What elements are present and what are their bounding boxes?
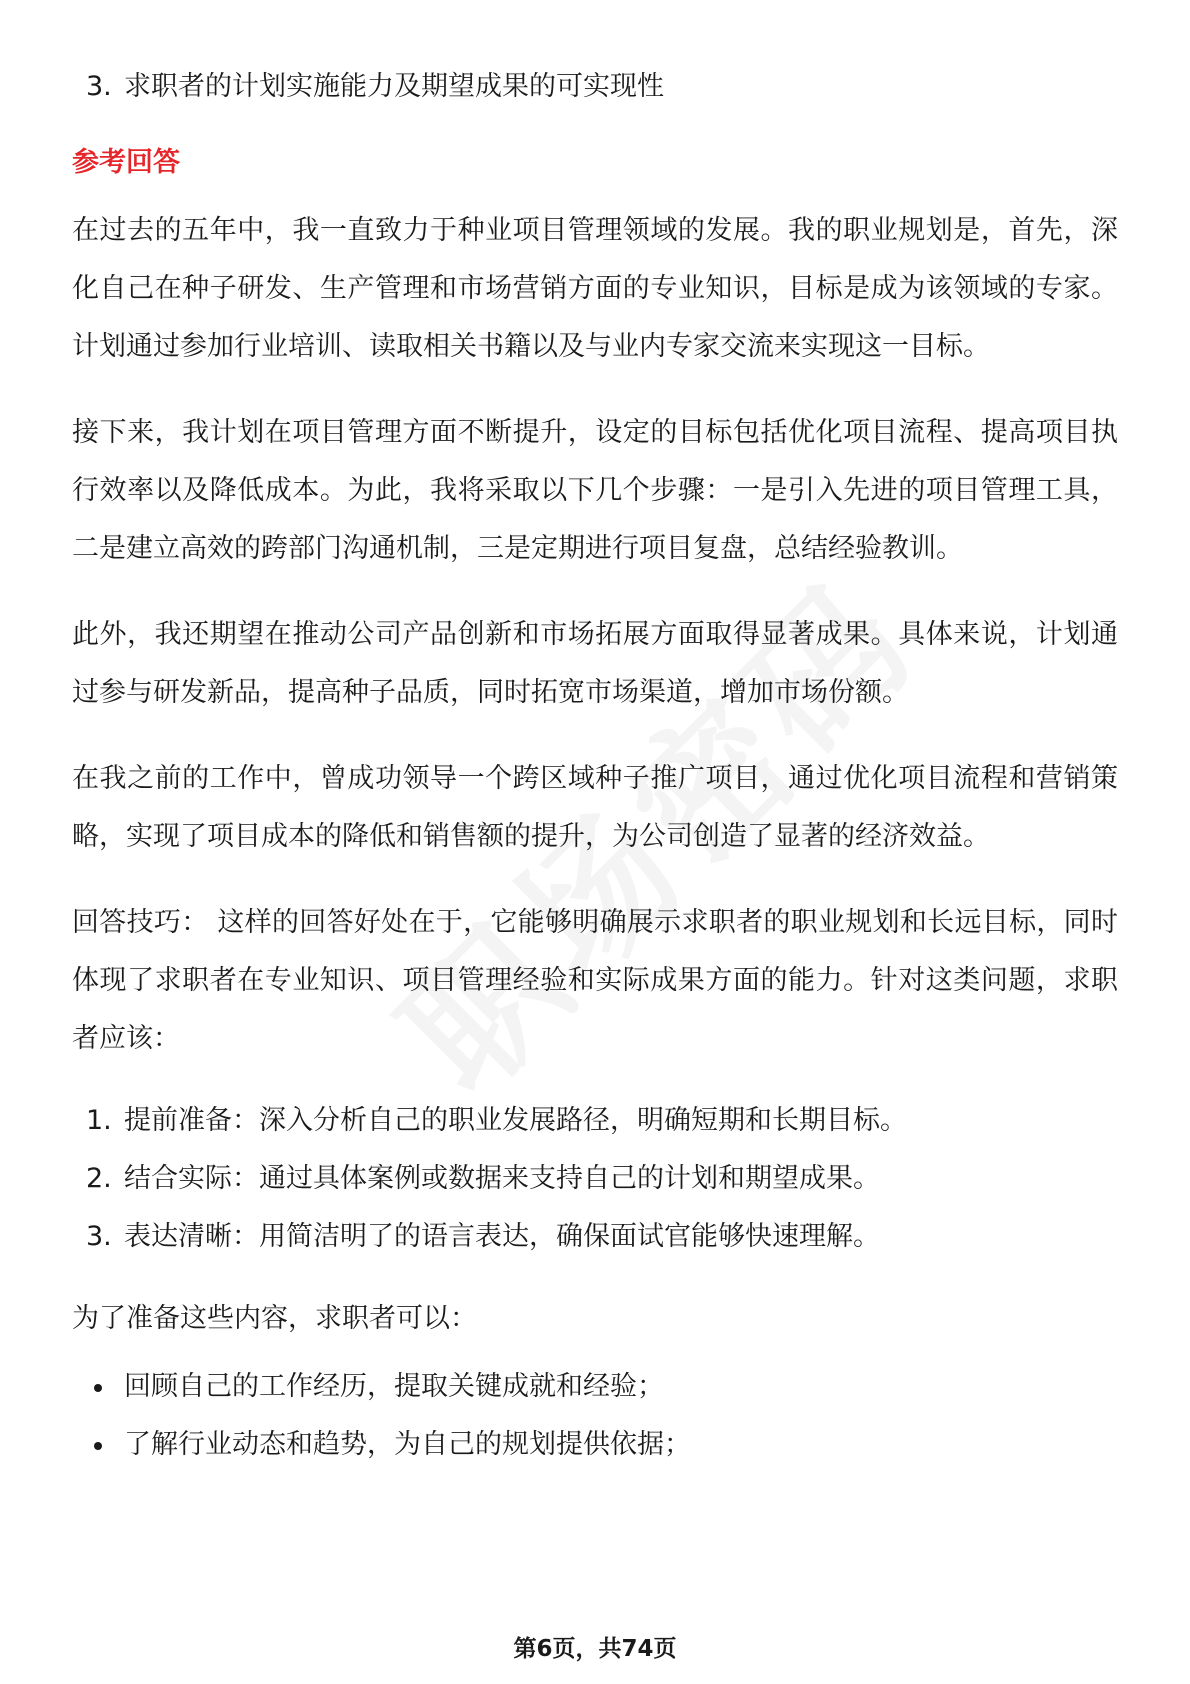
list-item-text: 表达清晰：用简洁明了的语言表达，确保面试官能够快速理解。 (124, 1221, 880, 1252)
list-item (72, 1092, 1118, 1150)
answer-paragraph-4: 在我之前的工作中，曾成功领导一个跨区域种子推广项目，通过优化项目流程和营销策略，实现了项目成本的降低和销售额的提升，为公司创造了显著的经济效益。 (72, 763, 1118, 852)
list-item (72, 58, 1118, 116)
bullet-icon (94, 1442, 102, 1450)
bullet-icon (94, 1384, 102, 1392)
list-item-number: 3. (86, 1221, 112, 1252)
reference-answer-heading: 参考回答 (72, 147, 180, 178)
list-item-number: 3. (86, 71, 112, 102)
list-item (72, 1150, 1118, 1208)
list-item-number: 2. (86, 1163, 112, 1194)
document-content (72, 58, 1118, 1474)
preparation-intro: 为了准备这些内容，求职者可以： (72, 1303, 477, 1334)
bullet-text: 了解行业动态和趋势，为自己的规划提供依据； (124, 1429, 691, 1460)
answer-tips-paragraph: 回答技巧： 这样的回答好处在于，它能够明确展示求职者的职业规划和长远目标，同时体现了求职者在专业知识、项目管理经验和实际成果方面的能力。针对这类问题，求职者应该： (72, 907, 1118, 1054)
bullet-item (72, 1416, 1118, 1474)
criteria-list (72, 58, 1118, 116)
page-number-footer: 第6页，共74页 (513, 1636, 677, 1662)
list-item-text: 结合实际：通过具体案例或数据来支持自己的计划和期望成果。 (124, 1163, 880, 1194)
list-item-text: 求职者的计划实施能力及期望成果的可实现性 (124, 71, 664, 102)
preparation-bullets (72, 1358, 1118, 1474)
tips-list (72, 1092, 1118, 1266)
list-item (72, 1208, 1118, 1266)
answer-paragraph-1: 在过去的五年中，我一直致力于种业项目管理领域的发展。我的职业规划是，首先，深化自己在种子研发、生产管理和市场营销方面的专业知识，目标是成为该领域的专家。计划通过参加行业培训、读取相关书籍以及与业内专家交流来实现这一目标。 (72, 215, 1118, 362)
answer-paragraph-3: 此外，我还期望在推动公司产品创新和市场拓展方面取得显著成果。具体来说，计划通过参与研发新品，提高种子品质，同时拓宽市场渠道，增加市场份额。 (72, 619, 1118, 708)
list-item-text: 提前准备：深入分析自己的职业发展路径，明确短期和长期目标。 (124, 1105, 907, 1136)
list-item-number: 1. (86, 1105, 112, 1136)
bullet-item (72, 1358, 1118, 1416)
bullet-text: 回顾自己的工作经历，提取关键成就和经验； (124, 1371, 664, 1402)
answer-paragraph-2: 接下来，我计划在项目管理方面不断提升，设定的目标包括优化项目流程、提高项目执行效率以及降低成本。为此，我将采取以下几个步骤：一是引入先进的项目管理工具，二是建立高效的跨部门沟通机制，三是定期进行项目复盘，总结经验教训。 (72, 417, 1118, 564)
